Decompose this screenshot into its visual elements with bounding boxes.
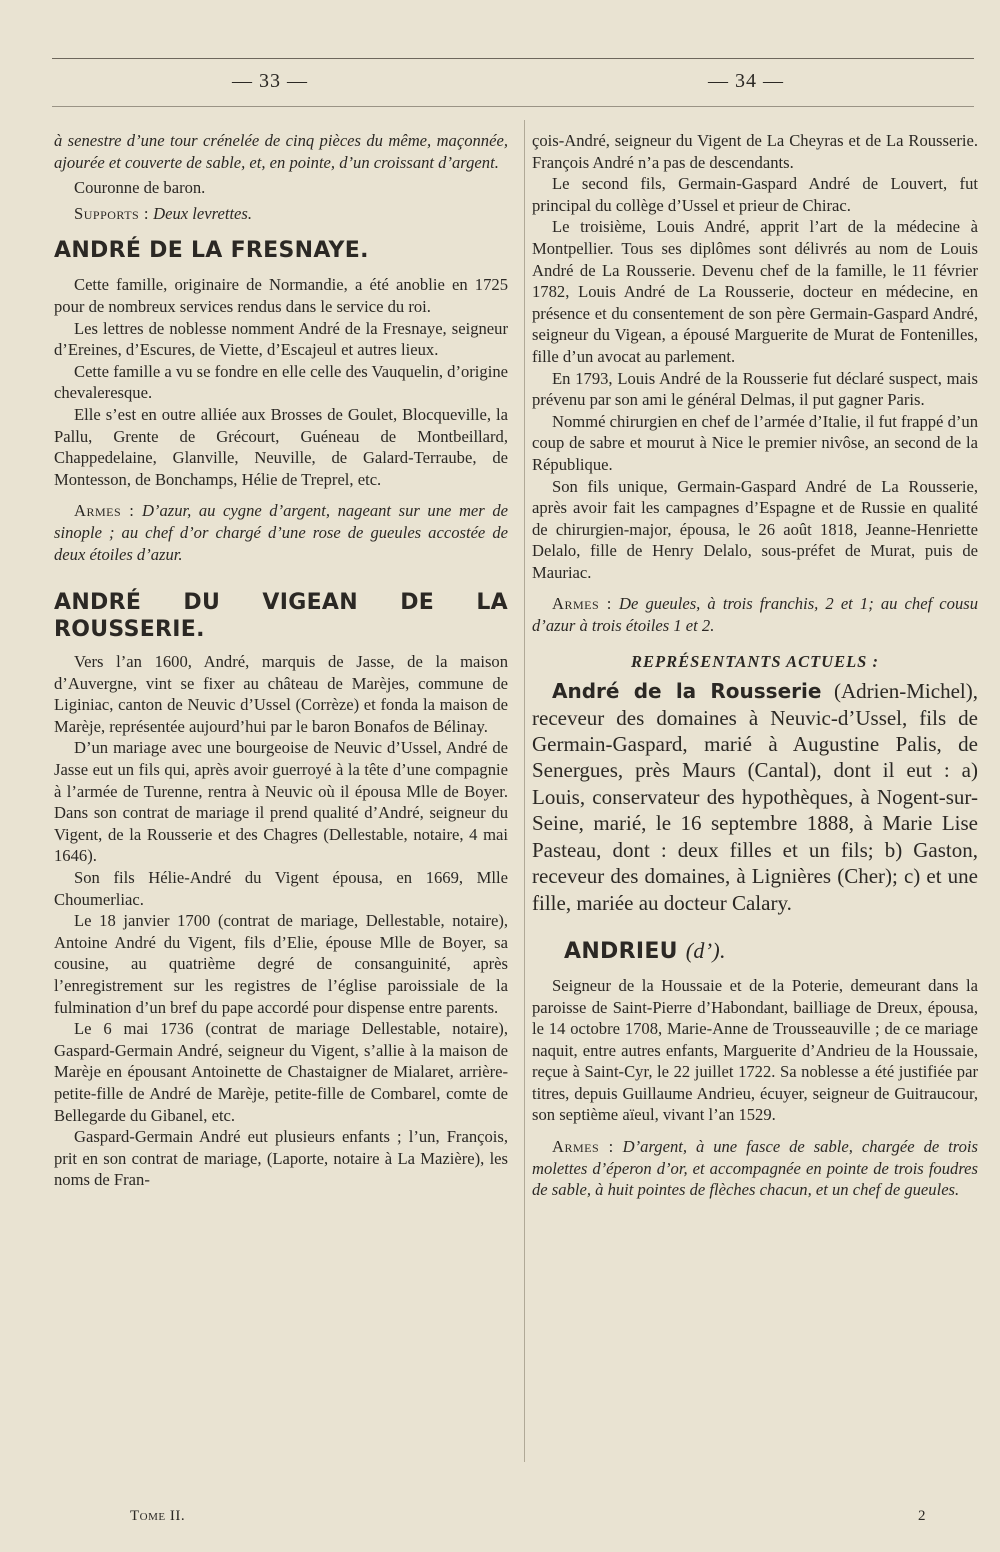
armes-label: Armes : bbox=[74, 501, 135, 521]
footer-volume: Tome II. bbox=[130, 1508, 186, 1524]
fresnaye-paragraph: Elle s’est en outre alliée aux Brosses de Goulet, Blocqueville, la Pallu, Grente de Grécourt, Guéneau de Montbeillard, Chappedelaine, Glanville, Neuville, de Galard-Terraube, de Montesson, de Bonchamps, Hélie de Treprel, etc. bbox=[54, 404, 508, 489]
andrieu-paragraph: Seigneur de la Houssaie et de la Poterie, demeurant dans la paroisse de Saint-Pierre d’Habondant, bailliage de Dreux, épousa, le 14 octobre 1708, Marie-Anne de Trousseauville ; de ce mariage naquit, entre autres enfants, Marguerite d’Andrieu de la Houssaie, reçue à Saint-Cyr, le 22 juillet 1722. Sa noblesse a été justifiée par titres, depuis Guillaume Andrieu, écuyer, seigneur de Guitraucour, son septième aïeul, vivant l’an 1529. bbox=[532, 975, 978, 1125]
column-divider bbox=[524, 120, 525, 1462]
couronne-line: Couronne de baron. bbox=[74, 178, 206, 198]
andrieu-particle: (d’). bbox=[685, 937, 726, 963]
representants-heading: REPRÉSENTANTS ACTUELS : bbox=[631, 651, 879, 671]
section-title-andrieu bbox=[532, 938, 978, 965]
armes-label: Armes : bbox=[552, 594, 612, 614]
vigean-paragraph: Le troisième, Louis André, apprit l’art de la médecine à Montpellier. Tous ses diplômes sont délivrés au nom de Louis André de La Rousserie. Devenu chef de la famille, le 11 février 1782, Louis André de La Rousserie, docteur en médecine, en présence et du consentement de son père Germain-Gaspard André, seigneur du Vigean, a épousé Marguerite de Murat de Fontenilles, fille d’un avocat au parlement. bbox=[532, 217, 978, 366]
vigean-continuation: çois-André, seigneur du Vigent de La Cheyras et de La Rousserie. François André n’a pas de descendants. bbox=[532, 131, 978, 172]
fresnaye-paragraph: Cette famille a vu se fondre en elle celle des Vauquelin, d’origine chevaleresque. bbox=[54, 361, 508, 403]
vigean-paragraph: D’un mariage avec une bourgeoise de Neuvic d’Ussel, André de Jasse eut un fils qui, après avoir guerroyé à la tête d’une compagnie à l’armée de Turenne, rentra à Neuvic où il épousa Mlle de Boyer. Dans son contrat de mariage il prend qualité d’André, seigneur du Vigent, de la Rousserie et des Chagres (Dellestable, notaire, 4 mai 1646). bbox=[54, 738, 508, 866]
armes-text: D’argent, à une fasce de sable, chargée de trois molettes d’éperon d’or, et accompagnée en pointe de trois foudres de sable, à huit pointes de flèches chacun, et un chef de gueules. bbox=[532, 1137, 979, 1200]
blazon-continuation: à senestre d’une tour crénelée de cinq pièces du même, maçonnée, ajourée et couverte de sable, et, en pointe, d’un croissant d’argent. bbox=[54, 131, 508, 172]
representant-text: (Adrien-Michel), receveur des domaines à Neuvic-d’Ussel, fils de Germain-Gaspard, marié à Augustine Palis, de Senergues, près Maurs (Cantal), dont il eut : a) Louis, conservateur des hypothèques, à Nogent-sur-Seine, marié, le 16 septembre 1888, à Marie Lise Pasteau, dont : deux filles et un fils; b) Gaston, receveur des domaines, à Lignières (Cher); c) et une fille, mariée au docteur Calary. bbox=[532, 679, 978, 915]
armes-label: Armes : bbox=[552, 1137, 614, 1157]
vigean-paragraph: Vers l’an 1600, André, marquis de Jasse, de la maison d’Auvergne, vint se fixer au château de Marèjes, commune de Liginiac, canton de Neuvic d’Ussel (Corrèze) et fonda la maison de Marèje, représentée aujourd’hui par le baron Bonafos de Bélinay. bbox=[54, 652, 508, 736]
fresnaye-paragraph: Les lettres de noblesse nomment André de la Fresnaye, seigneur d’Ereines, d’Escures, de Viette, d’Escajeul et autres lieux. bbox=[54, 318, 508, 360]
fresnaye-paragraph: Cette famille, originaire de Normandie, a été anoblie en 1725 pour de nombreux services rendus dans le service du roi. bbox=[54, 275, 508, 316]
section-title-fresnaye: ANDRÉ DE LA FRESNAYE. bbox=[54, 238, 369, 264]
andrieu-title: ANDRIEU bbox=[564, 938, 678, 964]
vigean-paragraph: Gaspard-Germain André eut plusieurs enfants ; l’un, François, prit en son contrat de mariage, (Laporte, notaire à La Mazière), les noms de Fran- bbox=[54, 1127, 508, 1190]
vigean-paragraph: Le 18 janvier 1700 (contrat de mariage, Dellestable, notaire), Antoine André du Vigent, fils d’Elie, épouse Mlle de Boyer, sa cousine, au quatrième degré de consanguinité, après l’enregistrement sur les registres de l’église paroissiale de la fulmination d’un bref du pape accordé pour dispense entre parents. bbox=[54, 911, 508, 1017]
representant-entry bbox=[532, 678, 978, 916]
header-rule bbox=[52, 106, 974, 107]
footer-signature: 2 bbox=[918, 1508, 926, 1524]
vigean-armes bbox=[532, 593, 978, 636]
vigean-paragraph: Son fils unique, Germain-Gaspard André de La Rousserie, après avoir fait les campagnes d’Espagne et de Russie en qualité de chirurgien-major, épousa, le 26 août 1818, Jeanne-Henriette Delalo, fille de Henry Delalo, sous-préfet de Murat, puis de Mauriac. bbox=[532, 476, 978, 582]
vigean-paragraph: Le 6 mai 1736 (contrat de mariage Dellestable, notaire), Gaspard-Germain André, seigneur du Vigent, s’allie à la maison de Marèje en épousant Antoinette de Chastaigner de Mialaret, arrière-petite-fille de André de Marèje, petite-fille de Combarel, comte de Bellegarde du Gibanel, etc. bbox=[54, 1019, 508, 1125]
andrieu-armes bbox=[532, 1136, 978, 1201]
armes-text: De gueules, à trois franchis, 2 et 1; au chef cousu d’azur à trois étoiles 1 et 2. bbox=[532, 594, 979, 636]
armes-text: D’azur, au cygne d’argent, nageant sur une mer de sinople ; au chef d’or chargé d’une rose de gueules accostée de deux étoiles d’azur. bbox=[54, 501, 509, 564]
supports-label: Supports : bbox=[74, 203, 149, 223]
supports-text: Deux levrettes. bbox=[153, 203, 253, 223]
vigean-paragraph: En 1793, Louis André de la Rousserie fut déclaré suspect, mais prévenu par son ami le général Delmas, il put gagner Paris. bbox=[532, 368, 978, 410]
section-title-vigean: ANDRÉ DU VIGEAN DE LA ROUSSERIE. bbox=[54, 590, 508, 643]
vigean-paragraph: Son fils Hélie-André du Vigent épousa, en 1669, Mlle Choumerliac. bbox=[54, 868, 508, 909]
right-column bbox=[532, 130, 978, 1201]
fresnaye-armes bbox=[54, 500, 508, 565]
supports-line bbox=[54, 203, 508, 225]
representant-name: André de la Rousserie bbox=[552, 679, 822, 704]
vigean-paragraph: Le second fils, Germain-Gaspard André de Louvert, fut principal du collège d’Ussel et prieur de Chirac. bbox=[532, 174, 978, 215]
page-number-left: — 33 — bbox=[232, 70, 308, 92]
vigean-paragraph: Nommé chirurgien en chef de l’armée d’Italie, il fut frappé d’un coup de sabre et mourut à Nice le premier nivôse, an second de la République. bbox=[532, 411, 978, 474]
page-number-right: — 34 — bbox=[708, 70, 784, 92]
top-rule bbox=[52, 58, 974, 59]
left-column bbox=[54, 130, 508, 1191]
